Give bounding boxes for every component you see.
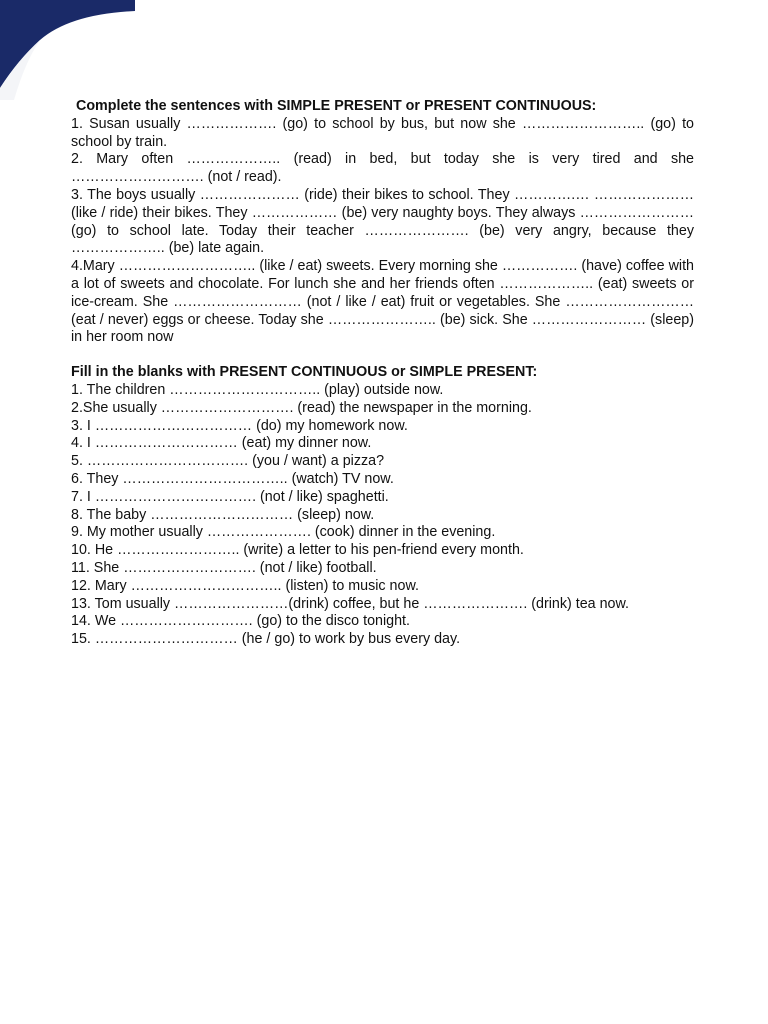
exercise-item: 1. Susan usually ………………. (go) to school by bus, but now she …………………….. (go) to school by train. (71, 115, 694, 150)
exercise-item: 5. ……………………………. (you / want) a pizza? (71, 453, 385, 470)
section-heading: Complete the sentences with SIMPLE PRESENT or PRESENT CONTINUOUS: (76, 98, 597, 114)
exercise-item: 4. I ………………………… (eat) my dinner now. (71, 435, 372, 452)
exercise-item: 1. The children ………………………….. (play) outside now. (71, 381, 444, 398)
exercise-item: 14. We ………………………. (go) to the disco tonight. (71, 613, 411, 630)
exercise-item: 3. The boys usually ………………… (ride) their bikes to school. They ………….… ………………… (like / ride) their bikes. They ……………… (be) very naughty boys. They always …………………… (go) to school late. Today their teacher …………………. (be) very angry, because they ……………….. (be) late again. (71, 186, 694, 257)
worksheet (71, 98, 694, 649)
exercise-item: 2.She usually ………………………. (read) the newspaper in the morning. (71, 399, 532, 416)
exercise-item: 13. Tom usually ……………………(drink) coffee, but he …………………. (drink) tea now. (71, 595, 630, 612)
exercise-item: 7. I ……………………………. (not / like) spaghetti. (71, 488, 389, 505)
exercise-item: 2. Mary often ……………….. (read) in bed, but today she is very tired and she ………………………. (not / read). (71, 151, 694, 186)
exercise-item: 12. Mary ………………………….. (listen) to music now. (71, 577, 419, 594)
exercise-item: 3. I …………………………… (do) my homework now. (71, 417, 408, 434)
exercise-item: 15. ………………………… (he / go) to work by bus every day. (71, 631, 461, 648)
exercise-item: 10. He …………………….. (write) a letter to his pen-friend every month. (71, 542, 524, 559)
exercise-item: 9. My mother usually …………………. (cook) dinner in the evening. (71, 524, 496, 541)
exercise-item: 11. She ………………………. (not / like) football. (71, 559, 377, 576)
exercise-item: 4.Mary ……………………….. (like / eat) sweets. Every morning she ……………. (have) coffee with a lot of sweets and chocolate. For lunch she and her friends often ……………….. (eat) sweets or ice-cream. She ……………………… (not / like / eat) fruit or vegetables. She ……………………… (eat / never) eggs or cheese. Today she ………………….. (be) sick. She …………………… (sleep) in her room now (71, 258, 694, 346)
exercise-item: 6. They …………………………….. (watch) TV now. (71, 470, 394, 487)
corner-decoration (0, 0, 150, 100)
exercise-item: 8. The baby ………………………… (sleep) now. (71, 506, 375, 523)
section-simple-present-continuous (71, 98, 694, 347)
section-fill-in-blanks (71, 364, 694, 649)
section-heading: Fill in the blanks with PRESENT CONTINUOUS or SIMPLE PRESENT: (71, 364, 538, 381)
